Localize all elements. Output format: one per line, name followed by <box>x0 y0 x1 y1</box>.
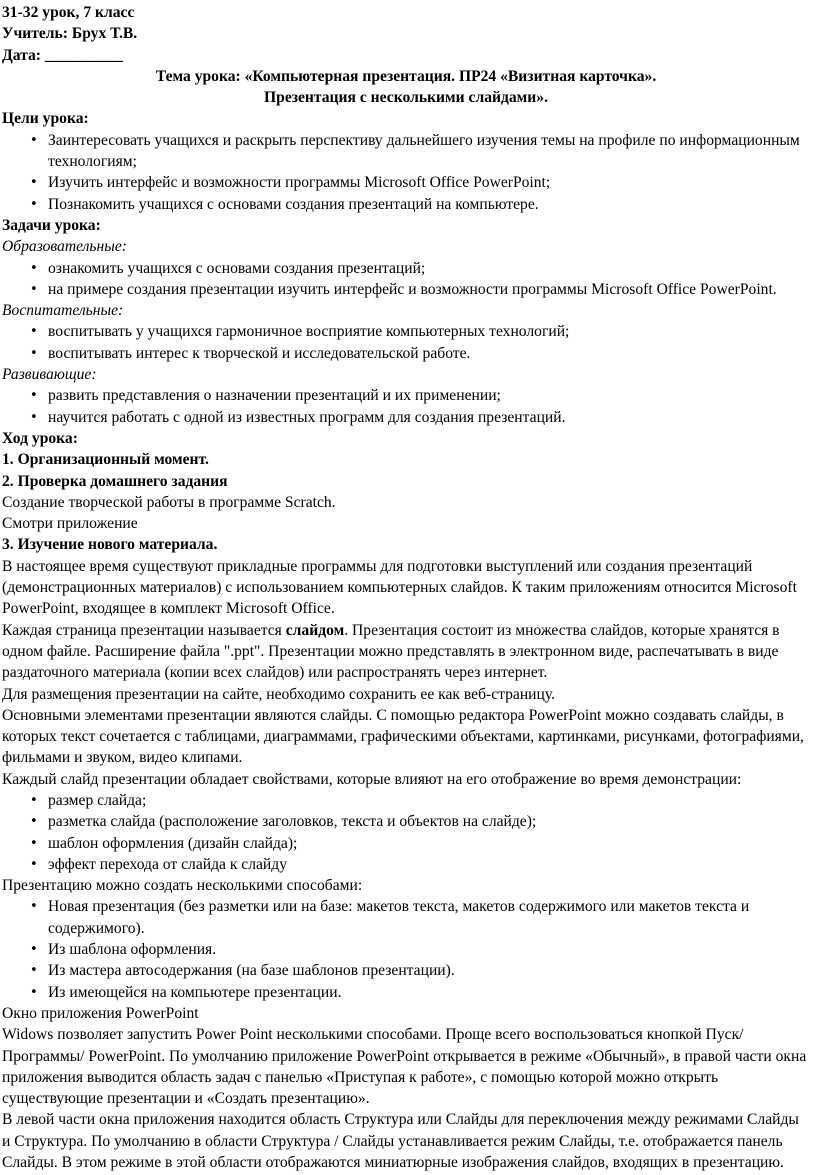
step-3: 3. Изучение нового материала. <box>2 536 218 554</box>
list-item: • разметка слайда (расположение заголовков, текста и объектов на слайде); <box>2 811 810 832</box>
paragraph-4: Основными элементами презентации являются слайды. С помощью редактора PowerPoint можно создавать слайды, в которых текст сочетается с таблицами, диаграммами, графическими объектами, картинками, рисунками, фотографиями, фильмами и звуком, видео клипами. <box>2 706 804 767</box>
educational-list <box>2 258 810 301</box>
paragraph-6: Презентацию можно создать несколькими способами: <box>2 877 363 895</box>
properties-list <box>2 790 810 875</box>
date-line: Дата: __________ <box>2 46 123 64</box>
list-item: • эффект перехода от слайда к слайду <box>2 854 810 875</box>
developing-list <box>2 385 810 428</box>
list-item: • Из шаблона оформления. <box>2 939 810 960</box>
list-item: • Новая презентация (без разметки или на базе: макетов текста, макетов содержимого или макетов текста и содержимого). <box>2 896 810 939</box>
course-heading: Ход урока: <box>2 429 78 447</box>
list-item: • воспитывать интерес к творческой и исследовательской работе. <box>2 343 810 364</box>
step-2-text-1: Создание творческой работы в программе Scratch. <box>2 493 336 511</box>
goals-heading: Цели урока: <box>2 110 89 128</box>
list-item: • Из мастера автосодержания (на базе шаблонов презентации). <box>2 960 810 981</box>
teacher-line: Учитель: Брух Т.В. <box>2 25 138 43</box>
topic-line-1: Тема урока: «Компьютерная презентация. ПР24 «Визитная карточка». <box>155 67 657 85</box>
upbringing-list <box>2 321 810 364</box>
topic-line-2: Презентация с несколькими слайдами». <box>264 89 548 107</box>
tasks-heading: Задачи урока: <box>2 216 101 234</box>
paragraph-2 <box>2 620 810 684</box>
list-item: • воспитывать у учащихся гармоничное восприятие компьютерных технологий; <box>2 321 810 342</box>
educational-label: Образовательные: <box>2 238 127 256</box>
paragraph-9: В левой части окна приложения находится область Структура или Слайды для переключения между режимами Слайды и Структура. По умолчанию в области Структура / Слайды устанавливается режим Слайды, т.е. отображается панель Слайды. В этом режиме в этой области отображаются миниатюрные изображения слайдов, входящих в презентацию. <box>2 1111 799 1172</box>
methods-list <box>2 896 810 1002</box>
list-item: • развить представления о назначении презентаций и их применении; <box>2 385 810 406</box>
list-item: • Из имеющейся на компьютере презентации. <box>2 982 810 1003</box>
lesson-number: 31-32 урок, 7 класс <box>2 4 135 21</box>
step-2-text-2: Смотри приложение <box>2 515 138 533</box>
paragraph-7: Окно приложения PowerPoint <box>2 1004 199 1022</box>
list-item: • научится работать с одной из известных программ для создания презентаций. <box>2 407 810 428</box>
list-item: • на примере создания презентации изучить интерфейс и возможности программы Microsoft Office PowerPoint. <box>2 279 810 300</box>
paragraph-1: В настоящее время существуют прикладные программы для подготовки выступлений или создания презентаций (демонстрационных материалов) с использованием компьютерных слайдов. К таким приложениям относится Microsoft PowerPoint, входящее в комплект Microsoft Office. <box>2 557 797 618</box>
list-item: • Познакомить учащихся с основами создания презентаций на компьютере. <box>2 194 810 215</box>
paragraph-3: Для размещения презентации на сайте, необходимо сохранить ее как веб-страницу. <box>2 685 556 703</box>
list-item: • шаблон оформления (дизайн слайда); <box>2 833 810 854</box>
developing-label: Развивающие: <box>2 366 97 384</box>
list-item: • размер слайда; <box>2 790 810 811</box>
list-item: • ознакомить учащихся с основами создания презентаций; <box>2 258 810 279</box>
step-1: 1. Организационный момент. <box>2 451 209 469</box>
goals-list <box>2 130 810 215</box>
list-item: • Заинтересовать учащихся и раскрыть перспективу дальнейшего изучения темы на профиле по информационным технологиям; <box>2 130 810 173</box>
step-2: 2. Проверка домашнего задания <box>2 472 228 490</box>
paragraph-5: Каждый слайд презентации обладает свойствами, которые влияют на его отображение во время демонстрации: <box>2 770 742 788</box>
paragraph-2-start: Каждая страница презентации называется <box>2 621 286 639</box>
paragraph-2-end: . Презентация состоит из множества слайдов, которые хранятся в одном файле. Расширение файла ".ppt". Презентации можно представлять в электронном виде, распечатывать в виде раздаточного материала (копии всех слайдов) или распространять через интернет. <box>2 621 780 682</box>
paragraph-2-term: слайдом <box>285 621 345 639</box>
list-item: • Изучить интерфейс и возможности программы Microsoft Office PowerPoint; <box>2 172 810 193</box>
upbringing-label: Воспитательные: <box>2 302 124 320</box>
paragraph-8: Widows позволяет запустить Power Point несколькими способами. Проще всего воспользоваться кнопкой Пуск/Программы/ PowerPoint. По умолчанию приложение PowerPoint открывается в режиме «Обычный», в правой части окна приложения выводится область задач с панелью «Приступая к работе», с помощью которой можно открыть существующие презентации и «Создать презентацию». <box>2 1026 807 1108</box>
